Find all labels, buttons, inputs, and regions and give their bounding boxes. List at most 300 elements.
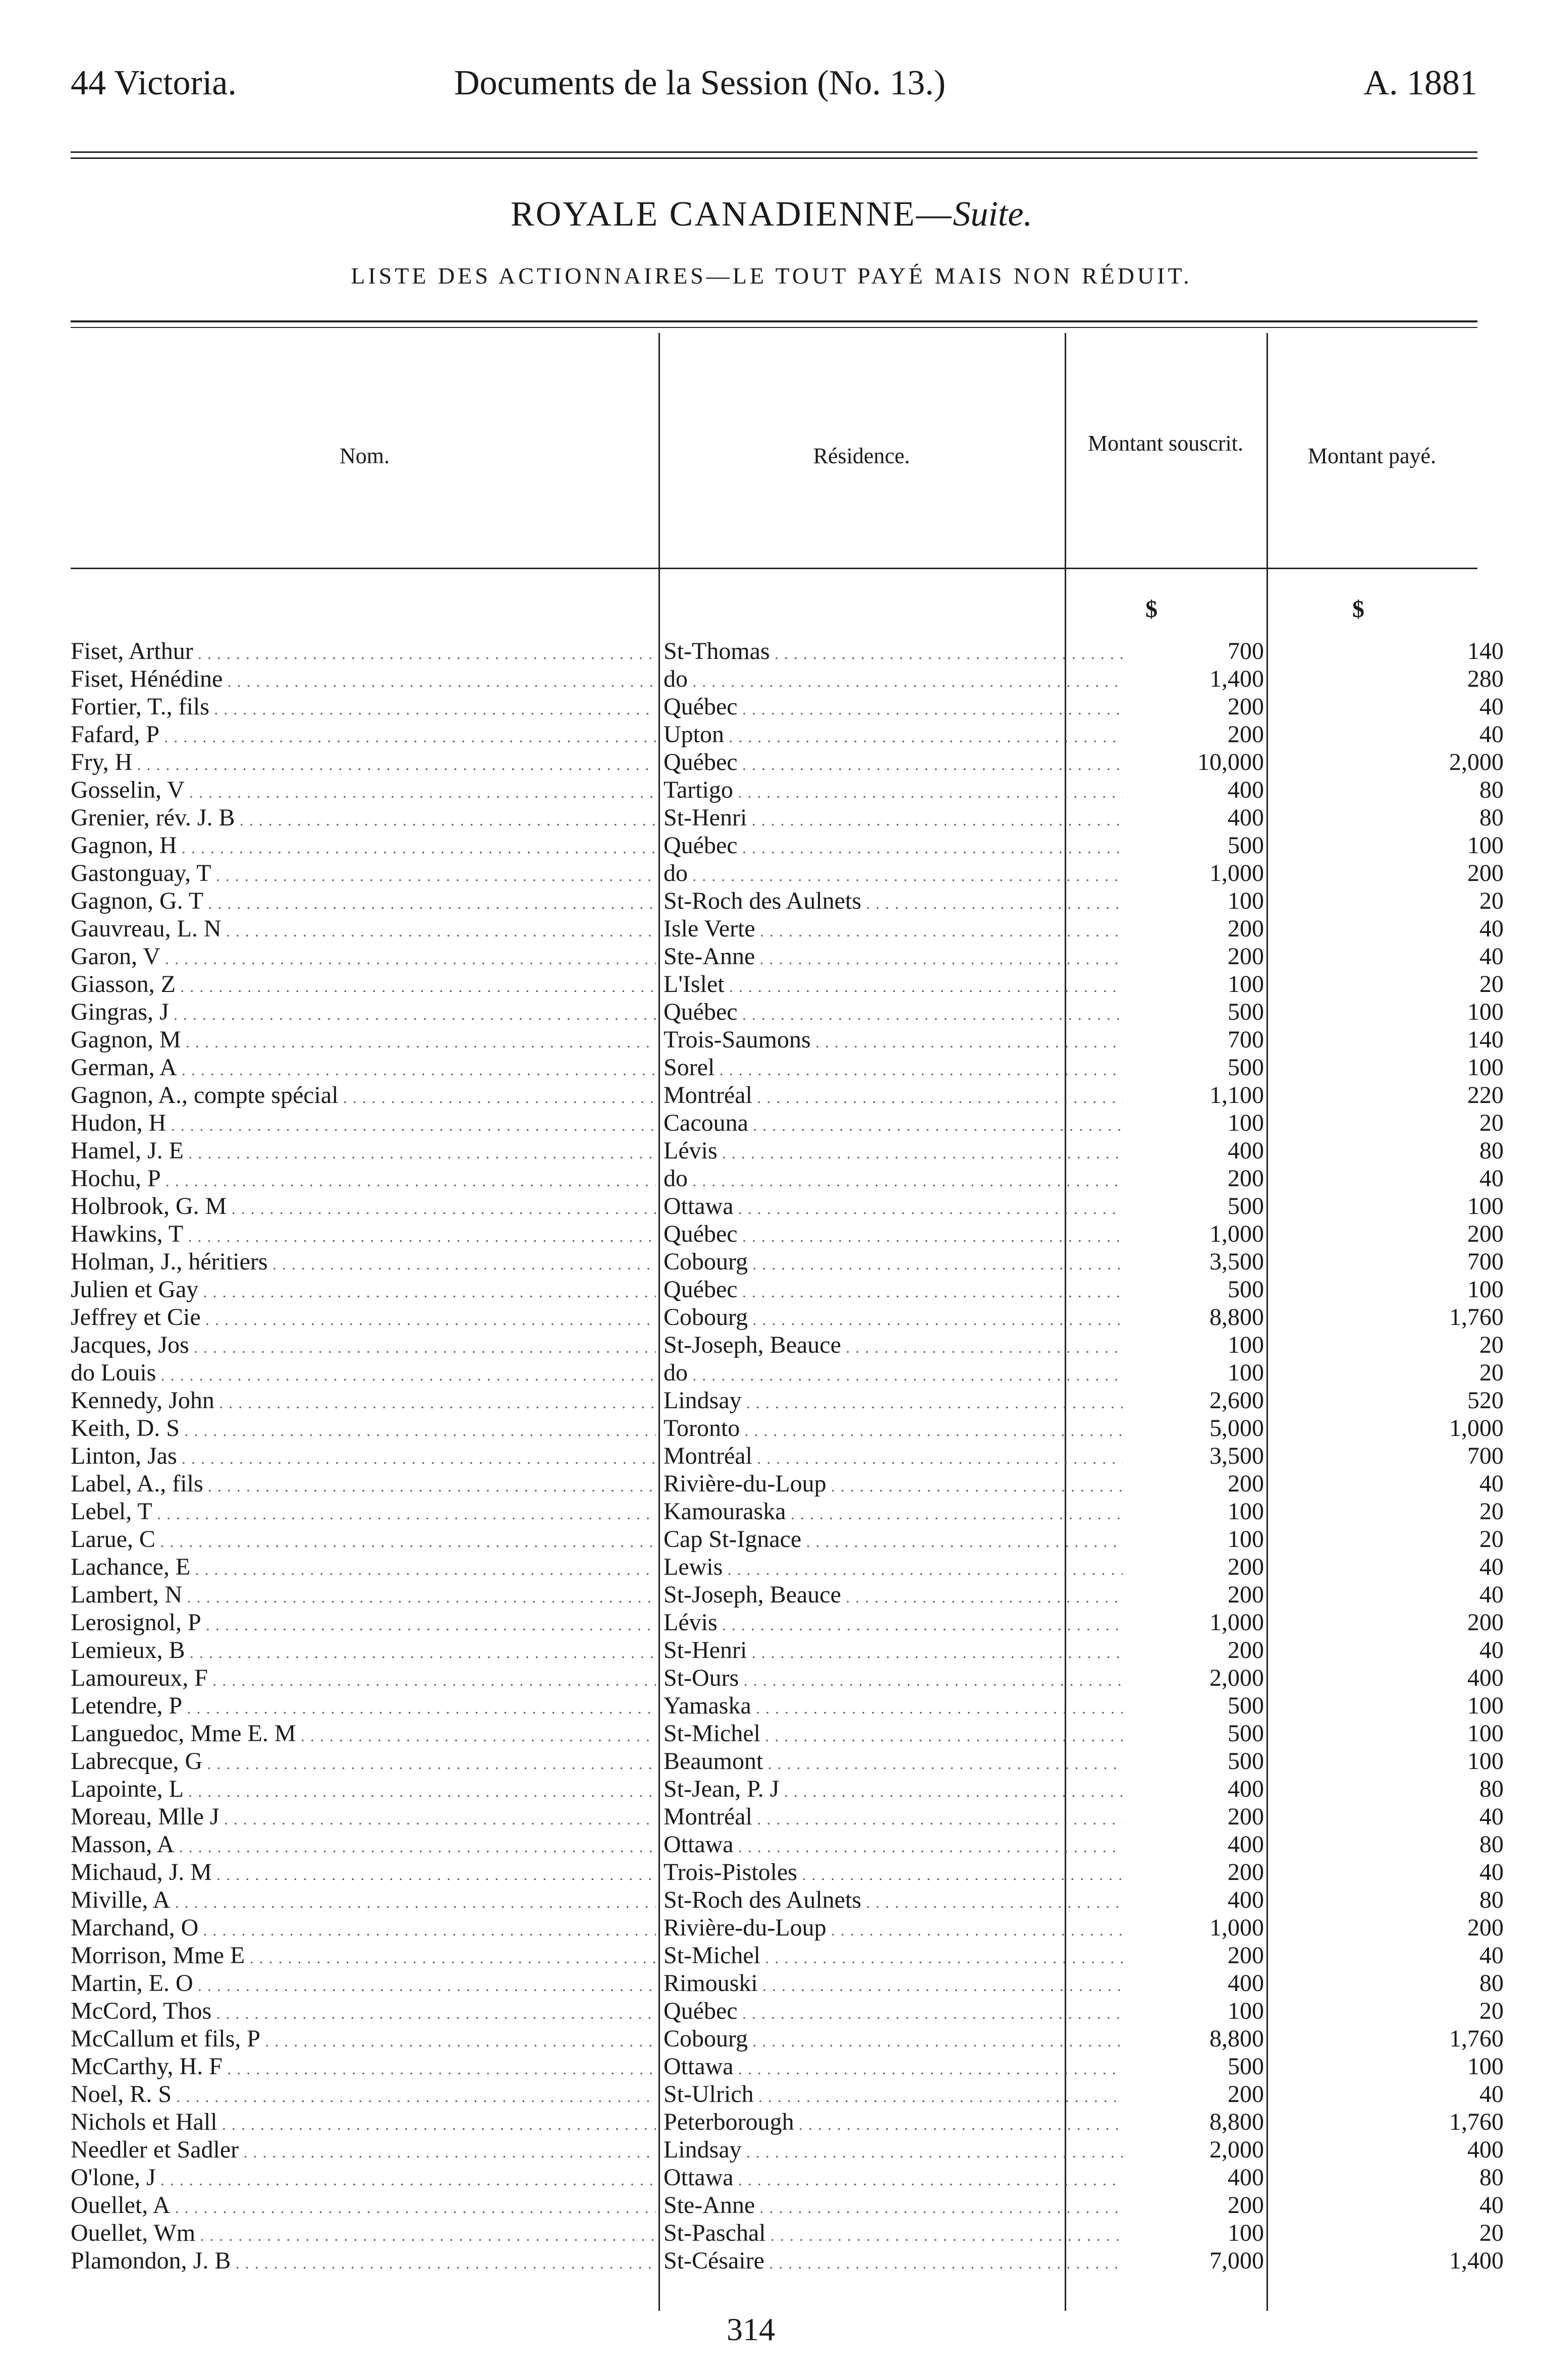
- shareholder-name: Jacques, Jos . . .: [71, 1331, 656, 1362]
- shareholder-name: Hawkins, T . . .: [71, 1220, 656, 1251]
- table-row: [71, 1026, 1504, 1054]
- amount-subscribed: 7,000: [1209, 2247, 1264, 2274]
- amount-paid: 200: [1467, 860, 1504, 887]
- column-header-residence: Résidence.: [813, 444, 910, 468]
- shareholder-name: Ouellet, A . . .: [71, 2191, 656, 2222]
- page-title: [0, 194, 1543, 235]
- shareholder-name: Marchand, O . . .: [71, 1914, 656, 1945]
- shareholder-name: Lemieux, B . . .: [71, 1636, 656, 1667]
- residence: Lindsay . . .: [664, 1387, 1123, 1417]
- shareholder-name: Letendre, P . . .: [71, 1692, 656, 1723]
- shareholder-name: Gingras, J . . .: [71, 998, 656, 1029]
- residence: Lévis . . .: [664, 1137, 1123, 1168]
- header-bottom-rule: [71, 568, 1477, 569]
- amount-paid: 80: [1479, 1776, 1504, 1802]
- shareholder-name: Julien et Gay . . .: [71, 1276, 656, 1306]
- table-top-rule: [71, 327, 1477, 328]
- amount-paid: 700: [1467, 1443, 1504, 1469]
- amount-subscribed: 100: [1228, 1998, 1264, 2024]
- shareholder-name: McCarthy, H. F . . .: [71, 2053, 656, 2083]
- table-row: [71, 1442, 1504, 1470]
- amount-paid: 1,000: [1449, 1415, 1504, 1442]
- amount-subscribed: 3,500: [1209, 1248, 1264, 1275]
- shareholder-name: Hamel, J. E . . .: [71, 1137, 656, 1168]
- table-row: [71, 1054, 1504, 1081]
- residence: Cap St-Ignace . . .: [664, 1525, 1123, 1556]
- amount-subscribed: 8,800: [1209, 2025, 1264, 2052]
- amount-subscribed: 1,000: [1209, 1914, 1264, 1941]
- amount-subscribed: 200: [1228, 1581, 1264, 1608]
- amount-paid: 20: [1479, 1332, 1504, 1358]
- table-row: [71, 748, 1504, 776]
- residence: St-Henri . . .: [664, 804, 1123, 835]
- residence: do . . .: [664, 859, 1123, 890]
- table-row: [71, 1081, 1504, 1109]
- shareholder-name: Fiset, Arthur . . .: [71, 637, 656, 668]
- shareholder-name: Lamoureux, F . . .: [71, 1664, 656, 1695]
- amount-subscribed: 400: [1228, 2164, 1264, 2191]
- amount-subscribed: 100: [1228, 1332, 1264, 1358]
- amount-paid: 20: [1479, 1498, 1504, 1525]
- table-row: [71, 1831, 1504, 1858]
- residence: St-Ours . . .: [664, 1664, 1123, 1695]
- table-row: [71, 915, 1504, 943]
- amount-subscribed: 3,500: [1209, 1443, 1264, 1469]
- shareholder-name: German, A . . .: [71, 1054, 656, 1084]
- table-row: [71, 859, 1504, 887]
- amount-paid: 2,000: [1449, 749, 1504, 776]
- amount-paid: 1,400: [1449, 2247, 1504, 2274]
- amount-paid: 100: [1467, 1720, 1504, 1747]
- shareholder-name: Lachance, E . . .: [71, 1553, 656, 1584]
- amount-paid: 100: [1467, 999, 1504, 1025]
- amount-subscribed: 500: [1228, 1276, 1264, 1303]
- table-row: [71, 1747, 1504, 1775]
- amount-paid: 40: [1479, 1470, 1504, 1497]
- amount-subscribed: 500: [1228, 1720, 1264, 1747]
- shareholder-name: Jeffrey et Cie . . .: [71, 1303, 656, 1334]
- shareholder-name: Moreau, Mlle J . . .: [71, 1803, 656, 1834]
- shareholder-name: Keith, D. S . . .: [71, 1414, 656, 1445]
- residence: Peterborough . . .: [664, 2108, 1123, 2139]
- residence: St-Joseph, Beauce . . .: [664, 1331, 1123, 1362]
- table-row: [71, 1248, 1504, 1276]
- shareholder-name: Gagnon, G. T . . .: [71, 887, 656, 918]
- amount-paid: 220: [1467, 1082, 1504, 1109]
- shareholder-name: Gauvreau, L. N . . .: [71, 915, 656, 946]
- residence: Cobourg . . .: [664, 1303, 1123, 1334]
- residence: Toronto . . .: [664, 1414, 1123, 1445]
- header-rule: [71, 151, 1477, 153]
- amount-subscribed: 200: [1228, 915, 1264, 942]
- amount-paid: 40: [1479, 1859, 1504, 1886]
- amount-paid: 40: [1479, 2081, 1504, 2108]
- table-row: [71, 1470, 1504, 1498]
- shareholder-name: Michaud, J. M . . .: [71, 1858, 656, 1889]
- table-row: [71, 665, 1504, 693]
- residence: Beaumont . . .: [664, 1747, 1123, 1778]
- column-header-paid: Montant payé.: [1307, 444, 1437, 468]
- table-top-rule: [71, 320, 1477, 322]
- amount-paid: 20: [1479, 1526, 1504, 1553]
- amount-subscribed: 1,000: [1209, 1609, 1264, 1636]
- amount-subscribed: 200: [1228, 721, 1264, 748]
- residence: Ottawa . . .: [664, 2053, 1123, 2083]
- column-header-subscribed: Montant souscrit.: [1088, 431, 1243, 456]
- residence: Upton . . .: [664, 721, 1123, 751]
- residence: Rimouski . . .: [664, 1969, 1123, 2000]
- session-year: 44 Victoria.: [71, 64, 237, 102]
- residence: Lindsay . . .: [664, 2136, 1123, 2167]
- table-row: [71, 1359, 1504, 1387]
- residence: Montréal . . .: [664, 1442, 1123, 1473]
- amount-paid: 40: [1479, 915, 1504, 942]
- amount-subscribed: 1,100: [1209, 1082, 1264, 1109]
- residence: Yamaska . . .: [664, 1692, 1123, 1723]
- residence: Trois-Saumons . . .: [664, 1026, 1123, 1057]
- residence: Ottawa . . .: [664, 1831, 1123, 1861]
- table-row: [71, 2247, 1504, 2275]
- shareholder-name: Hudon, H . . .: [71, 1109, 656, 1140]
- table-row: [71, 2108, 1504, 2136]
- residence: Lévis . . .: [664, 1609, 1123, 1639]
- shareholder-name: Gagnon, M . . .: [71, 1026, 656, 1057]
- amount-subscribed: 100: [1228, 2220, 1264, 2246]
- amount-paid: 520: [1467, 1387, 1504, 1414]
- amount-subscribed: 200: [1228, 1554, 1264, 1580]
- residence: Québec . . .: [664, 832, 1123, 862]
- currency-unit-paid: $: [1352, 596, 1364, 623]
- amount-subscribed: 2,000: [1209, 1665, 1264, 1691]
- amount-subscribed: 200: [1228, 693, 1264, 720]
- shareholder-name: Miville, A . . .: [71, 1886, 656, 1917]
- shareholder-name: Lerosignol, P . . .: [71, 1609, 656, 1639]
- shareholder-name: Holbrook, G. M . . .: [71, 1192, 656, 1223]
- table-row: [71, 1969, 1504, 1997]
- amount-subscribed: 400: [1228, 1887, 1264, 1913]
- amount-subscribed: 500: [1228, 1054, 1264, 1081]
- table-row: [71, 2053, 1504, 2080]
- amount-paid: 100: [1467, 1193, 1504, 1220]
- shareholder-name: Fiset, Hénédine . . .: [71, 665, 656, 696]
- page-subtitle: LISTE DES ACTIONNAIRES—LE TOUT PAYÉ MAIS NON RÉDUIT.: [351, 263, 1192, 289]
- residence: do . . .: [664, 1359, 1123, 1390]
- amount-paid: 400: [1467, 1665, 1504, 1691]
- table-row: [71, 1276, 1504, 1303]
- table-row: [71, 1303, 1504, 1331]
- amount-paid: 40: [1479, 1165, 1504, 1192]
- table-row: [71, 2219, 1504, 2247]
- amount-subscribed: 400: [1228, 1831, 1264, 1858]
- shareholder-name: do Louis . . .: [71, 1359, 656, 1390]
- shareholder-name: Kennedy, John . . .: [71, 1387, 656, 1417]
- amount-paid: 40: [1479, 693, 1504, 720]
- shareholder-name: Larue, C . . .: [71, 1525, 656, 1556]
- residence: do . . .: [664, 665, 1123, 696]
- amount-subscribed: 200: [1228, 1470, 1264, 1497]
- amount-paid: 40: [1479, 1803, 1504, 1830]
- shareholder-name: Fry, H . . .: [71, 748, 656, 779]
- shareholder-name: Languedoc, Mme E. M . . .: [71, 1720, 656, 1750]
- residence: Québec . . .: [664, 998, 1123, 1029]
- amount-subscribed: 500: [1228, 832, 1264, 859]
- table-row: [71, 1803, 1504, 1831]
- shareholder-name: Label, A., fils . . .: [71, 1470, 656, 1501]
- amount-paid: 80: [1479, 2164, 1504, 2191]
- page-title-suffix: Suite.: [953, 195, 1032, 234]
- residence: Ottawa . . .: [664, 1192, 1123, 1223]
- residence: Québec . . .: [664, 1997, 1123, 2028]
- amount-paid: 20: [1479, 888, 1504, 914]
- table-row: [71, 1192, 1504, 1220]
- residence: L'Islet . . .: [664, 970, 1123, 1001]
- residence: Lewis . . .: [664, 1553, 1123, 1584]
- amount-paid: 200: [1467, 1221, 1504, 1247]
- table-row: [71, 1609, 1504, 1636]
- residence: Ste-Anne . . .: [664, 943, 1123, 973]
- table-row: [71, 1109, 1504, 1137]
- residence: Montréal . . .: [664, 1803, 1123, 1834]
- amount-paid: 40: [1479, 1942, 1504, 1969]
- amount-paid: 100: [1467, 832, 1504, 859]
- residence: Montréal . . .: [664, 1081, 1123, 1112]
- amount-subscribed: 200: [1228, 2081, 1264, 2108]
- shareholder-name: Masson, A . . .: [71, 1831, 656, 1861]
- amount-paid: 20: [1479, 1110, 1504, 1136]
- amount-subscribed: 8,800: [1209, 1304, 1264, 1331]
- residence: Cobourg . . .: [664, 1248, 1123, 1279]
- amount-subscribed: 200: [1228, 1859, 1264, 1886]
- amount-subscribed: 500: [1228, 2053, 1264, 2080]
- amount-paid: 1,760: [1449, 2109, 1504, 2135]
- table-row: [71, 1137, 1504, 1165]
- table-row: [71, 1331, 1504, 1359]
- year-label: A. 1881: [1363, 64, 1477, 102]
- residence: Cacouna . . .: [664, 1109, 1123, 1140]
- amount-subscribed: 200: [1228, 1637, 1264, 1664]
- amount-paid: 140: [1467, 638, 1504, 665]
- residence: Ste-Anne . . .: [664, 2191, 1123, 2222]
- amount-subscribed: 100: [1228, 1110, 1264, 1136]
- amount-subscribed: 8,800: [1209, 2109, 1264, 2135]
- amount-paid: 40: [1479, 1554, 1504, 1580]
- shareholder-name: O'lone, J . . .: [71, 2164, 656, 2194]
- table-row: [71, 1414, 1504, 1442]
- amount-subscribed: 200: [1228, 2192, 1264, 2219]
- residence: St-Michel . . .: [664, 1942, 1123, 1972]
- table-row: [71, 1636, 1504, 1664]
- table-row: [71, 2080, 1504, 2108]
- table-row: [71, 998, 1504, 1026]
- shareholder-name: Grenier, rév. J. B . . .: [71, 804, 656, 835]
- amount-subscribed: 400: [1228, 804, 1264, 831]
- table-row: [71, 2191, 1504, 2219]
- residence: Trois-Pistoles . . .: [664, 1858, 1123, 1889]
- amount-paid: 20: [1479, 1998, 1504, 2024]
- shareholder-name: Hochu, P . . .: [71, 1165, 656, 1195]
- amount-subscribed: 400: [1228, 1970, 1264, 1997]
- shareholder-name: Ouellet, Wm . . .: [71, 2219, 656, 2250]
- table-row: [71, 887, 1504, 915]
- residence: do . . .: [664, 1165, 1123, 1195]
- residence: St-Jean, P. J . . .: [664, 1775, 1123, 1806]
- amount-subscribed: 100: [1228, 888, 1264, 914]
- amount-subscribed: 10,000: [1197, 749, 1264, 776]
- amount-paid: 1,760: [1449, 2025, 1504, 2052]
- amount-subscribed: 2,000: [1209, 2136, 1264, 2163]
- amount-paid: 80: [1479, 777, 1504, 803]
- shareholder-name: Gagnon, A., compte spécial . . .: [71, 1081, 656, 1112]
- table-row: [71, 1664, 1504, 1692]
- shareholder-name: Fortier, T., fils . . .: [71, 693, 656, 724]
- amount-paid: 40: [1479, 943, 1504, 970]
- amount-subscribed: 200: [1228, 1803, 1264, 1830]
- amount-subscribed: 1,400: [1209, 666, 1264, 692]
- amount-subscribed: 1,000: [1209, 1221, 1264, 1247]
- table-row: [71, 1165, 1504, 1192]
- table-row: [71, 1387, 1504, 1414]
- table-row: [71, 1220, 1504, 1248]
- amount-paid: 400: [1467, 2136, 1504, 2163]
- residence: St-Ulrich . . .: [664, 2080, 1123, 2111]
- amount-paid: 40: [1479, 721, 1504, 748]
- amount-subscribed: 700: [1228, 638, 1264, 665]
- table-row: [71, 832, 1504, 859]
- residence: Ottawa . . .: [664, 2164, 1123, 2194]
- shareholder-name: Giasson, Z . . .: [71, 970, 656, 1001]
- shareholder-name: Nichols et Hall . . .: [71, 2108, 656, 2139]
- amount-paid: 100: [1467, 2053, 1504, 2080]
- table-row: [71, 2136, 1504, 2164]
- residence: St-Thomas . . .: [664, 637, 1123, 668]
- table-row: [71, 2164, 1504, 2191]
- amount-paid: 100: [1467, 1748, 1504, 1775]
- table-row: [71, 1858, 1504, 1886]
- shareholder-name: Gastonguay, T . . .: [71, 859, 656, 890]
- amount-paid: 1,760: [1449, 1304, 1504, 1331]
- table-row: [71, 943, 1504, 970]
- residence: St-Henri . . .: [664, 1636, 1123, 1667]
- table-row: [71, 693, 1504, 721]
- page-title-main: ROYALE CANADIENNE—: [511, 195, 953, 234]
- residence: Québec . . .: [664, 1276, 1123, 1306]
- amount-subscribed: 100: [1228, 1526, 1264, 1553]
- amount-subscribed: 500: [1228, 1692, 1264, 1719]
- amount-subscribed: 500: [1228, 1193, 1264, 1220]
- shareholder-name: Labrecque, G . . .: [71, 1747, 656, 1778]
- shareholder-name: Morrison, Mme E . . .: [71, 1942, 656, 1972]
- table-row: [71, 721, 1504, 748]
- table-row: [71, 1692, 1504, 1720]
- shareholder-name: Gagnon, H . . .: [71, 832, 656, 862]
- amount-subscribed: 5,000: [1209, 1415, 1264, 1442]
- amount-paid: 140: [1467, 1026, 1504, 1053]
- shareholder-name: Lebel, T . . .: [71, 1498, 656, 1528]
- table-row: [71, 1720, 1504, 1747]
- amount-subscribed: 500: [1228, 1748, 1264, 1775]
- amount-subscribed: 2,600: [1209, 1387, 1264, 1414]
- amount-subscribed: 700: [1228, 1026, 1264, 1053]
- residence: Québec . . .: [664, 748, 1123, 779]
- shareholder-name: Fafard, P . . .: [71, 721, 656, 751]
- amount-paid: 20: [1479, 2220, 1504, 2246]
- residence: St-Césaire . . .: [664, 2247, 1123, 2278]
- shareholder-list: [71, 637, 1504, 2275]
- residence: St-Joseph, Beauce . . .: [664, 1581, 1123, 1612]
- table-row: [71, 1525, 1504, 1553]
- amount-subscribed: 200: [1228, 1165, 1264, 1192]
- shareholder-name: McCallum et fils, P . . .: [71, 2025, 656, 2056]
- running-head: [71, 63, 1477, 108]
- residence: Kamouraska . . .: [664, 1498, 1123, 1528]
- table-row: [71, 804, 1504, 832]
- residence: Québec . . .: [664, 693, 1123, 724]
- amount-paid: 100: [1467, 1276, 1504, 1303]
- amount-paid: 80: [1479, 804, 1504, 831]
- header-rule: [71, 157, 1477, 159]
- shareholder-name: Gosselin, V . . .: [71, 776, 656, 807]
- shareholder-name: Garon, V . . .: [71, 943, 656, 973]
- shareholder-name: Lapointe, L . . .: [71, 1775, 656, 1806]
- amount-paid: 200: [1467, 1609, 1504, 1636]
- residence: Rivière-du-Loup . . .: [664, 1470, 1123, 1501]
- residence: St-Paschal . . .: [664, 2219, 1123, 2250]
- amount-paid: 40: [1479, 1637, 1504, 1664]
- amount-paid: 100: [1467, 1054, 1504, 1081]
- residence: Rivière-du-Loup . . .: [664, 1914, 1123, 1945]
- amount-subscribed: 500: [1228, 999, 1264, 1025]
- currency-unit-subscribed: $: [1145, 596, 1158, 623]
- amount-paid: 280: [1467, 666, 1504, 692]
- amount-subscribed: 400: [1228, 777, 1264, 803]
- table-row: [71, 1914, 1504, 1942]
- amount-subscribed: 100: [1228, 1498, 1264, 1525]
- amount-subscribed: 400: [1228, 1776, 1264, 1802]
- table-row: [71, 1553, 1504, 1581]
- shareholder-name: Lambert, N . . .: [71, 1581, 656, 1612]
- residence: St-Roch des Aulnets . . .: [664, 887, 1123, 918]
- shareholder-name: Noel, R. S . . .: [71, 2080, 656, 2111]
- amount-paid: 40: [1479, 2192, 1504, 2219]
- residence: Cobourg . . .: [664, 2025, 1123, 2056]
- amount-paid: 40: [1479, 1581, 1504, 1608]
- residence: Sorel . . .: [664, 1054, 1123, 1084]
- document-series: Documents de la Session (No. 13.): [454, 64, 946, 102]
- shareholder-name: Plamondon, J. B . . .: [71, 2247, 656, 2278]
- shareholder-name: Holman, J., héritiers . . .: [71, 1248, 656, 1279]
- table-row: [71, 1581, 1504, 1609]
- shareholder-name: McCord, Thos . . .: [71, 1997, 656, 2028]
- table-row: [71, 637, 1504, 665]
- table-row: [71, 1775, 1504, 1803]
- table-row: [71, 2025, 1504, 2053]
- residence: St-Roch des Aulnets . . .: [664, 1886, 1123, 1917]
- residence: Isle Verte . . .: [664, 915, 1123, 946]
- page-number: 314: [727, 2311, 775, 2347]
- amount-subscribed: 200: [1228, 1942, 1264, 1969]
- amount-subscribed: 1,000: [1209, 860, 1264, 887]
- shareholder-name: Martin, E. O . . .: [71, 1969, 656, 2000]
- residence: Québec . . .: [664, 1220, 1123, 1251]
- residence: St-Michel . . .: [664, 1720, 1123, 1750]
- amount-paid: 80: [1479, 1137, 1504, 1164]
- amount-paid: 200: [1467, 1914, 1504, 1941]
- shareholder-name: Needler et Sadler . . .: [71, 2136, 656, 2167]
- amount-paid: 700: [1467, 1248, 1504, 1275]
- amount-subscribed: 100: [1228, 1359, 1264, 1386]
- table-row: [71, 776, 1504, 804]
- table-row: [71, 1942, 1504, 1969]
